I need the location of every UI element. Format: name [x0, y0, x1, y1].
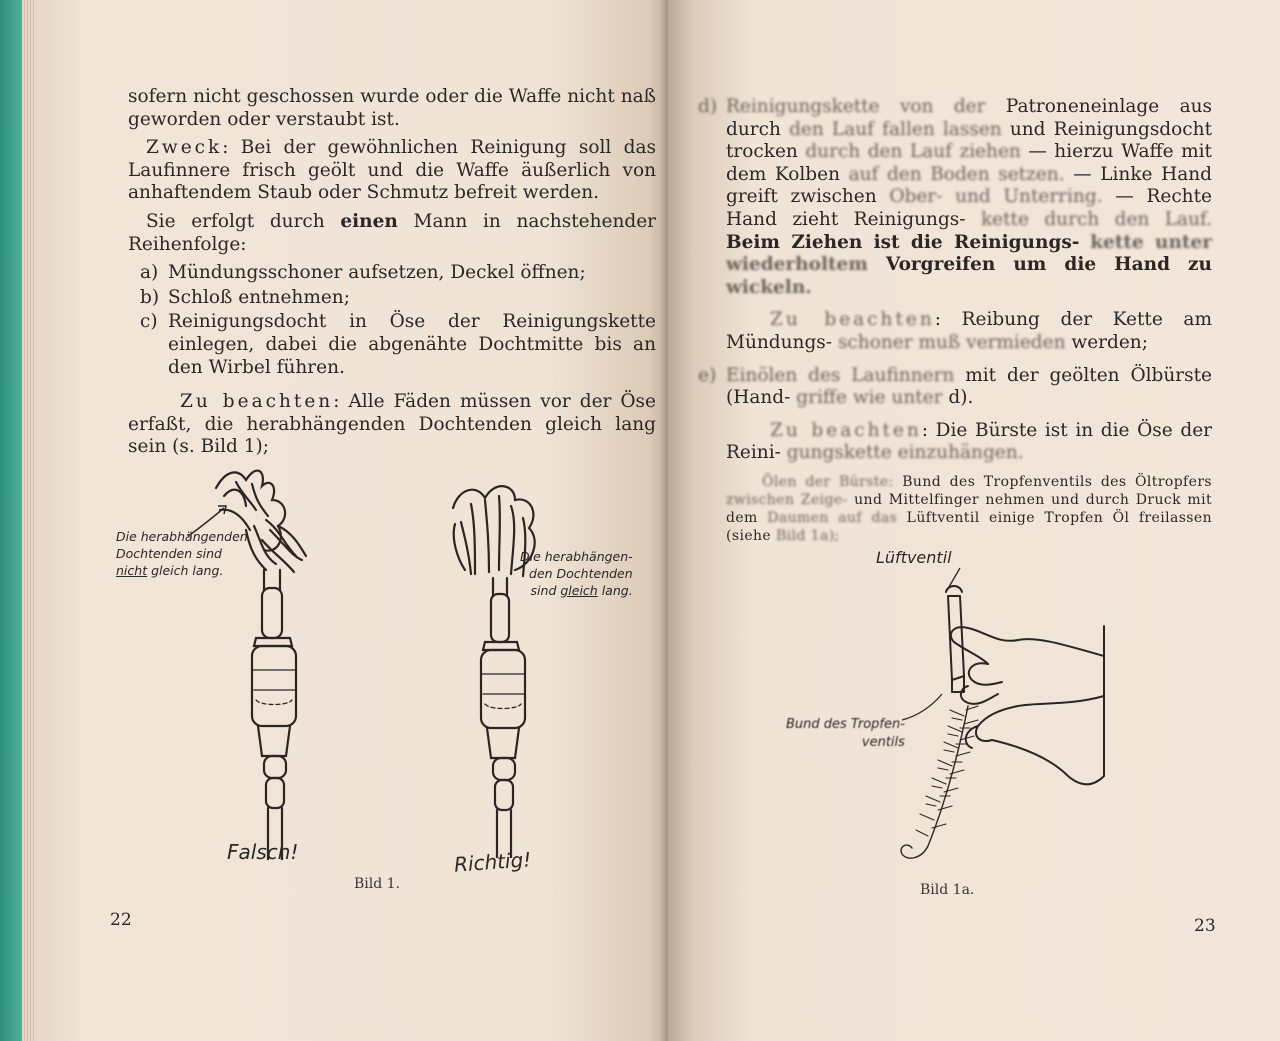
oiling-faded-2: zwischen Zeige-: [726, 491, 848, 508]
sequence-text-b: Mann in nachstehender Reihenfolge:: [128, 210, 656, 255]
d-text-4: — Linke Hand greift zwischen: [726, 163, 1212, 208]
d-bold-faded-2: wickeln.: [726, 276, 812, 298]
d-text-faded-2: den Lauf fallen lassen: [789, 118, 1002, 140]
paragraph-oiling: [698, 473, 1212, 545]
paragraph-note: [128, 391, 656, 459]
oiling-faded-1: Ölen der Bürste:: [762, 473, 894, 490]
figure-caption: Bild 1a.: [920, 882, 975, 898]
figure-label-bottom: [786, 716, 905, 752]
note2-text: : Die Bürste ist in die Öse der Reini-: [726, 419, 1212, 464]
page-stack: [22, 0, 36, 1041]
d-text-faded-3: durch den Lauf ziehen: [805, 141, 1021, 163]
d-text-2: und Reinigungsdocht trocken: [726, 118, 1212, 163]
wrong-annotation-nicht: nicht: [116, 563, 148, 578]
figure-label-top: Lüftventil: [876, 548, 952, 567]
paragraph-note-2: [698, 420, 1212, 465]
list-item-text: Schloß entnehmen;: [168, 286, 350, 308]
wrong-annotation-arrow-icon: [184, 500, 234, 540]
paragraph-sequence: [128, 211, 656, 256]
note2-faded: gungskette einzuhängen.: [786, 442, 1024, 464]
list-item-label: e): [698, 364, 717, 386]
d-bold-1: Beim Ziehen ist die Reinigungs-: [726, 231, 1080, 253]
steps-list: [128, 262, 656, 379]
left-page-text: [128, 86, 656, 465]
list-item-label: b): [140, 286, 160, 308]
right-annotation-sind: sind: [530, 583, 561, 598]
list-item-e: [698, 365, 1212, 410]
note1-faded: schoner muß vermieden: [837, 331, 1066, 353]
note1-text: : Reibung der Kette am Mündungs-: [726, 309, 1212, 353]
d-text-1: Patroneneinlage aus durch: [726, 96, 1213, 140]
oiling-faded-3: Daumen auf das: [767, 509, 898, 526]
list-item-text: [726, 96, 1212, 299]
e-faded: Einölen des Laufinnern: [726, 364, 955, 386]
right-annotation-line2: den Dochtenden: [529, 566, 633, 581]
figure-caption: Bild 1.: [354, 876, 401, 892]
right-annotation-line1: Die herabhängen-: [520, 549, 633, 564]
list-item-d: [698, 96, 1212, 299]
figure-label-bottom-line2: ventils: [861, 735, 905, 750]
left-page: [36, 0, 668, 1041]
oiling-text-2: und Mittelfinger nehmen und durch Druck mit dem: [726, 491, 1212, 526]
label-pointer-icon-2: [898, 688, 948, 724]
d-text-3: — hierzu Waffe mit dem Kolben: [726, 141, 1212, 185]
paragraph-note-1: [698, 309, 1212, 354]
right-annotation-gleich: gleich: [560, 583, 598, 598]
e-text: mit der geölten Ölbürste (Hand-: [726, 364, 1212, 409]
d-text-5: — Rechte Hand zieht Reinigungs-: [726, 186, 1212, 230]
page-number: 23: [1194, 916, 1216, 936]
note1-text2: werden;: [1065, 331, 1148, 353]
oiling-text-3: Lüftventil einige Tropfen Öl freilassen (siehe: [726, 509, 1212, 544]
note-label: Zu beachten: [180, 391, 334, 413]
e-faded-2: griffe wie unter: [796, 387, 943, 409]
d-bold-faded: kette unter wiederholtem: [726, 231, 1212, 276]
label-pointer-icon: [938, 566, 968, 596]
sequence-bold: einen: [340, 210, 398, 232]
oiling-text-1: Bund des Tropfenventils des Öltropfers: [893, 473, 1212, 490]
right-caption: Richtig!: [453, 847, 532, 877]
note2-label: Zu beachten: [770, 419, 922, 441]
paragraph-intro: sofern nicht geschossen wurde oder die Waffe nicht naß geworden oder verstaubt ist.: [128, 86, 656, 130]
d-text-faded-4: auf den Boden setzen.: [848, 163, 1065, 185]
right-annotation-lang: lang.: [597, 583, 633, 598]
d-bold-2: Vorgreifen um die Hand zu: [867, 254, 1212, 276]
figure-label-bottom-line1: Bund des Tropfen-: [786, 717, 905, 732]
wrong-annotation-line2: Dochtenden sind: [116, 546, 222, 561]
page-number: 22: [110, 910, 132, 930]
list-item-label: a): [140, 262, 159, 284]
list-item-text: Mündungsschoner aufsetzen, Deckel öffnen;: [168, 262, 586, 284]
wick-illustration-right: [441, 478, 561, 858]
wrong-annotation-line1: Die herabhängenden: [116, 529, 248, 544]
right-page-text: [698, 96, 1212, 551]
note-text: : Alle Fäden müssen vor der Öse erfaßt, die herabhängenden Dochtenden gleich lang sein (s. Bild 1);: [128, 391, 656, 458]
right-page: [668, 0, 1280, 1041]
list-item-text: [726, 365, 1212, 410]
oiling-faded-4: Bild 1a);: [775, 527, 840, 544]
list-item: [140, 311, 656, 379]
list-item-label: d): [698, 96, 718, 117]
d-text-faded-5: Ober- und Unterring.: [889, 186, 1103, 208]
list-item: [140, 262, 656, 285]
zweck-text: : Bei der gewöhnlichen Reinigung soll das Laufinnere frisch geölt und die Waffe äußerlich von anhaftendem Staub oder Schmutz befreit werden.: [128, 137, 656, 204]
right-annotation: [520, 548, 633, 599]
oil-brush-illustration: [868, 576, 1118, 876]
list-item: [140, 287, 656, 310]
wrong-annotation-line3: gleich lang.: [147, 563, 224, 578]
zweck-label: Zweck: [146, 137, 223, 159]
list-item-text: Reinigungsdocht in Öse der Reinigungskette einlegen, dabei die abgenähte Dochtmitte bis an den Wirbel führen.: [168, 311, 656, 378]
d-text-faded-6: kette durch den Lauf.: [980, 208, 1213, 230]
d-text-faded-1: Reinigungskette von der: [726, 96, 986, 117]
paragraph-zweck: [128, 137, 656, 205]
list-item-label: c): [140, 311, 158, 333]
e-text-2: d).: [942, 387, 974, 409]
sequence-text-a: Sie erfolgt durch: [146, 210, 341, 232]
note1-label: Zu beachten: [770, 309, 935, 331]
wrong-caption: Falsch!: [227, 840, 299, 864]
